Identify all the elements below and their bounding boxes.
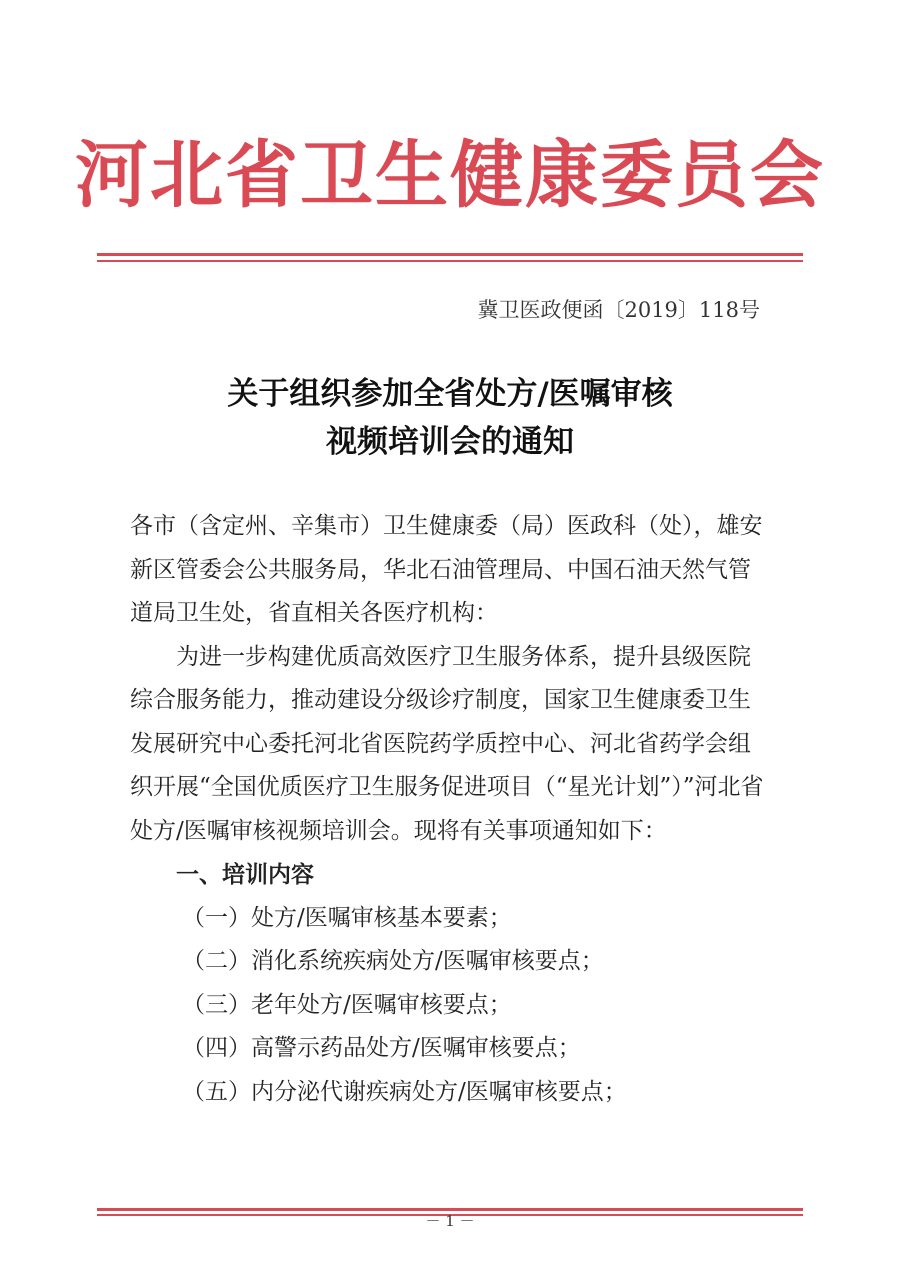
footer-red-rule — [97, 1208, 803, 1211]
document-title — [0, 370, 900, 466]
list-item: （二）消化系统疾病处方/医嘱审核要点； — [182, 948, 604, 974]
title-line-2: 视频培训会的通知 — [326, 424, 574, 460]
recipients-paragraph: 各市（含定州、辛集市）卫生健康委（局）医政科（处），雄安新区管委会公共服务局，华北石油管理局、中国石油天然气管道局卫生处，省直相关各医疗机构： — [130, 513, 763, 626]
list-item: （一）处方/医嘱审核基本要素； — [182, 904, 512, 931]
section-heading: 一、培训内容 — [176, 861, 314, 888]
title-line-1: 关于组织参加全省处方/医嘱审核 — [227, 376, 673, 412]
letterhead-red-rule-thin — [97, 260, 803, 262]
page-number: － 1 － — [425, 1212, 475, 1230]
intro-paragraph: 为进一步构建优质高效医疗卫生服务体系，提升县级医院综合服务能力，推动建设分级诊疗制度，国家卫生健康委卫生发展研究中心委托河北省医院药学质控中心、河北省药学会组织开展“全国优质医疗卫生服务促进项目（“星光计划”）”河北省处方/医嘱审核视频培训会。现将有关事项通知如下： — [130, 643, 764, 844]
document-number: 冀卫医政便函〔2019〕118号 — [477, 298, 760, 322]
document-body — [130, 505, 770, 1114]
list-item: （三）老年处方/医嘱审核要点； — [182, 991, 512, 1018]
letterhead-agency-name: 河北省卫生健康委员会 — [75, 132, 825, 218]
letterhead-red-rule — [97, 253, 803, 256]
list-item: （五）内分泌代谢疾病处方/医嘱审核要点； — [182, 1078, 627, 1105]
list-item: （四）高警示药品处方/医嘱审核要点； — [182, 1035, 581, 1061]
